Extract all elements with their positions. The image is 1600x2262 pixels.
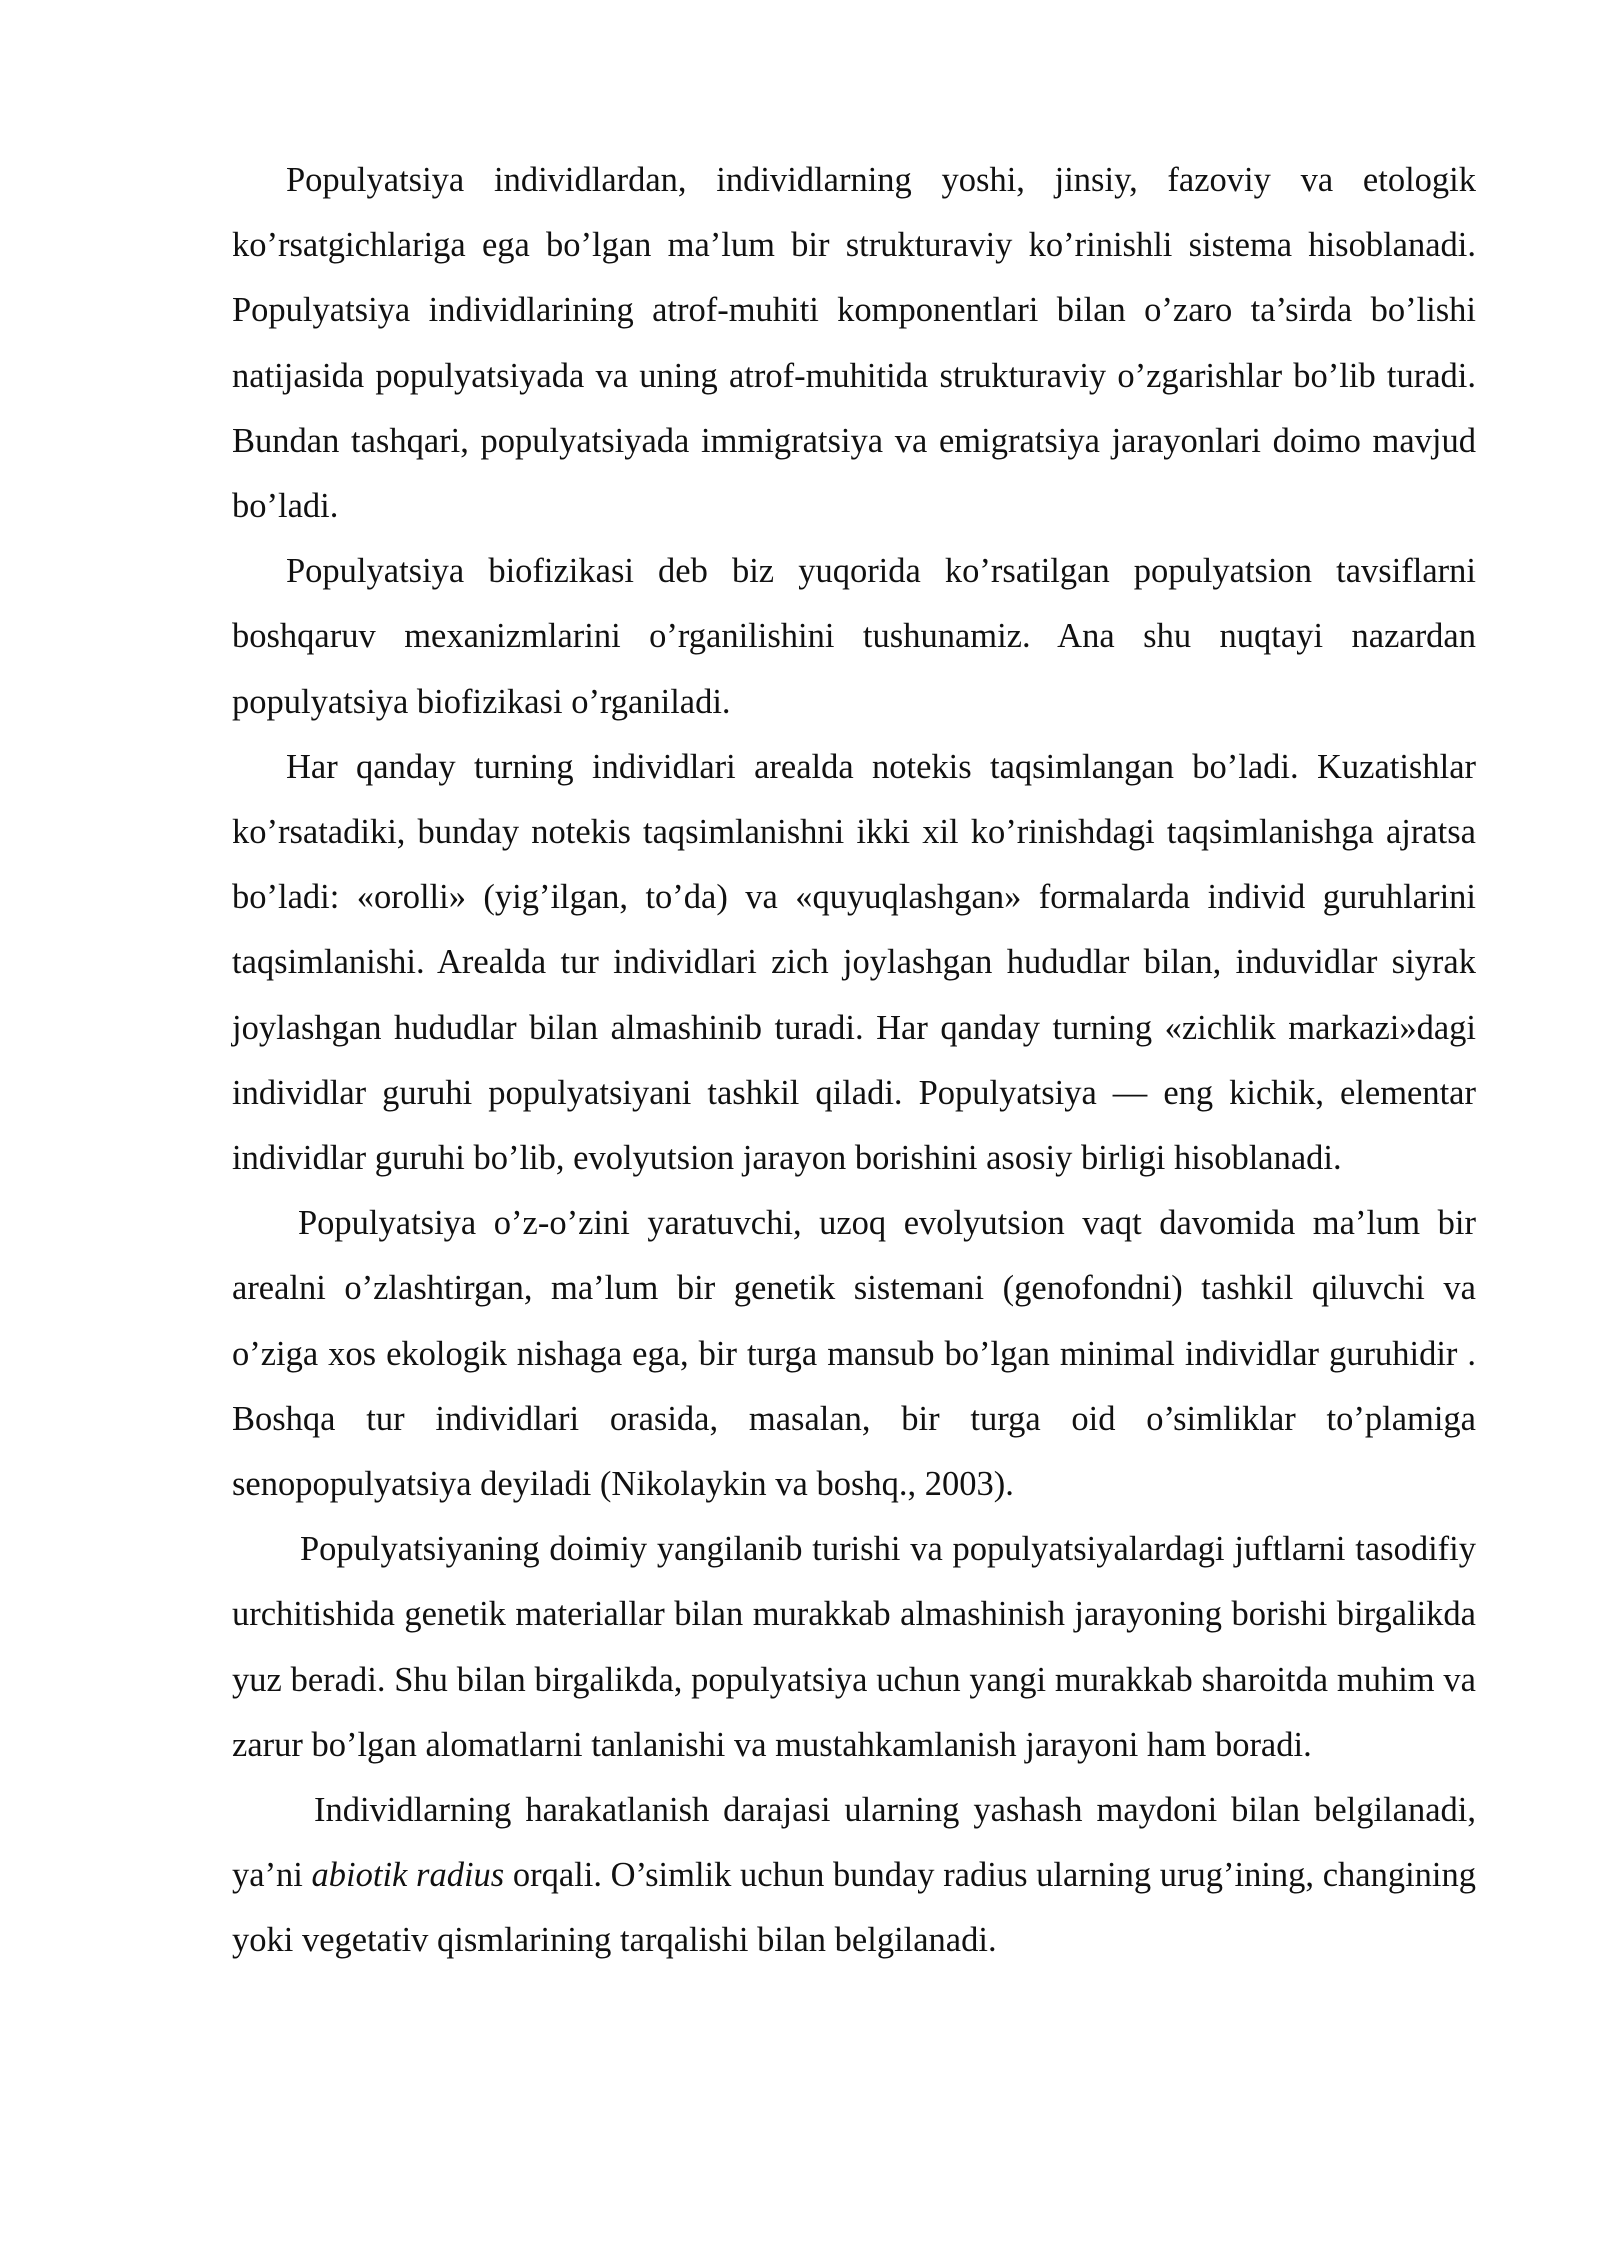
paragraph-6-start: Individlarning harakatlanish darajasi ularning yashash maydoni bilan belgilanadi, ya’ni bbox=[232, 1791, 1476, 1895]
paragraph-6-end: orqali. O’simlik uchun bunday radius ularning urug’ining, changining yoki vegetativ qismlarining tarqalishi bilan belgilanadi. bbox=[232, 1856, 1476, 1960]
paragraph-1: Populyatsiya individlardan, individlarning yoshi, jinsiy, fazoviy va etologik ko’rsatgichlariga ega bo’lgan ma’lum bir strukturaviy ko’rinishli sistema hisoblanadi. Populyatsiya individlarining atrof-muhiti komponentlari bilan o’zaro ta’sirda bo’lishi natijasida populyatsiyada va uning atrof-muhitida strukturaviy o’zgarishlar bo’lib turadi. Bundan tashqari, populyatsiyada immigratsiya va emigratsiya jarayonlari doimo mavjud bo’ladi. bbox=[232, 161, 1476, 526]
paragraph-3: Har qanday turning individlari arealda notekis taqsimlangan bo’ladi. Kuzatishlar ko’rsatadiki, bunday notekis taqsimlanishni ikki xil ko’rinishdagi taqsimlanishga ajratsa bo’ladi: «orolli» (yig’ilgan, to’da) va «quyuqlashgan» formalarda individ guruhlarini taqsimlanishi. Arealda tur individlari zich joylashgan hududlar bilan, induvidlar siyrak joylashgan hududlar bilan almashinib turadi. Har qanday turning «zichlik markazi»dagi individlar guruhi populyatsiyani tashkil qiladi. Populyatsiya — eng kichik, elementar individlar guruhi bo’lib, evolyutsion jarayon borishini asosiy birligi hisoblanadi. bbox=[232, 747, 1476, 1178]
italic-term: abiotik radius bbox=[311, 1856, 505, 1895]
paragraph-6 bbox=[232, 1778, 1476, 1974]
body-text bbox=[232, 148, 1476, 1974]
paragraph-2: Populyatsiya biofizikasi deb biz yuqorida ko’rsatilgan populyatsion tavsiflarni boshqaruv mexanizmlarini o’rganilishini tushunamiz. Ana shu nuqtayi nazardan populyatsiya biofizikasi o’rganiladi. bbox=[232, 552, 1476, 721]
paragraph-5: Populyatsiyaning doimiy yangilanib turishi va populyatsiyalardagi juftlarni tasodifiy urchitishida genetik materiallar bilan murakkab almashinish jarayoning borishi birgalikda yuz beradi. Shu bilan birgalikda, populyatsiya uchun yangi murakkab sharoitda muhim va zarur bo’lgan alomatlarni tanlanishi va mustahkamlanish jarayoni ham boradi. bbox=[232, 1530, 1476, 1764]
paragraph-4: Populyatsiya o’z-o’zini yaratuvchi, uzoq evolyutsion vaqt davomida ma’lum bir arealni o’zlashtirgan, ma’lum bir genetik sistemani (genofondni) tashkil qiluvchi va o’ziga xos ekologik nishaga ega, bir turga mansub bo’lgan minimal individlar guruhidir . Boshqa tur individlari orasida, masalan, bir turga oid o’simliklar to’plamiga senopopulyatsiya deyiladi (Nikolaykin va boshq., 2003). bbox=[232, 1204, 1476, 1504]
